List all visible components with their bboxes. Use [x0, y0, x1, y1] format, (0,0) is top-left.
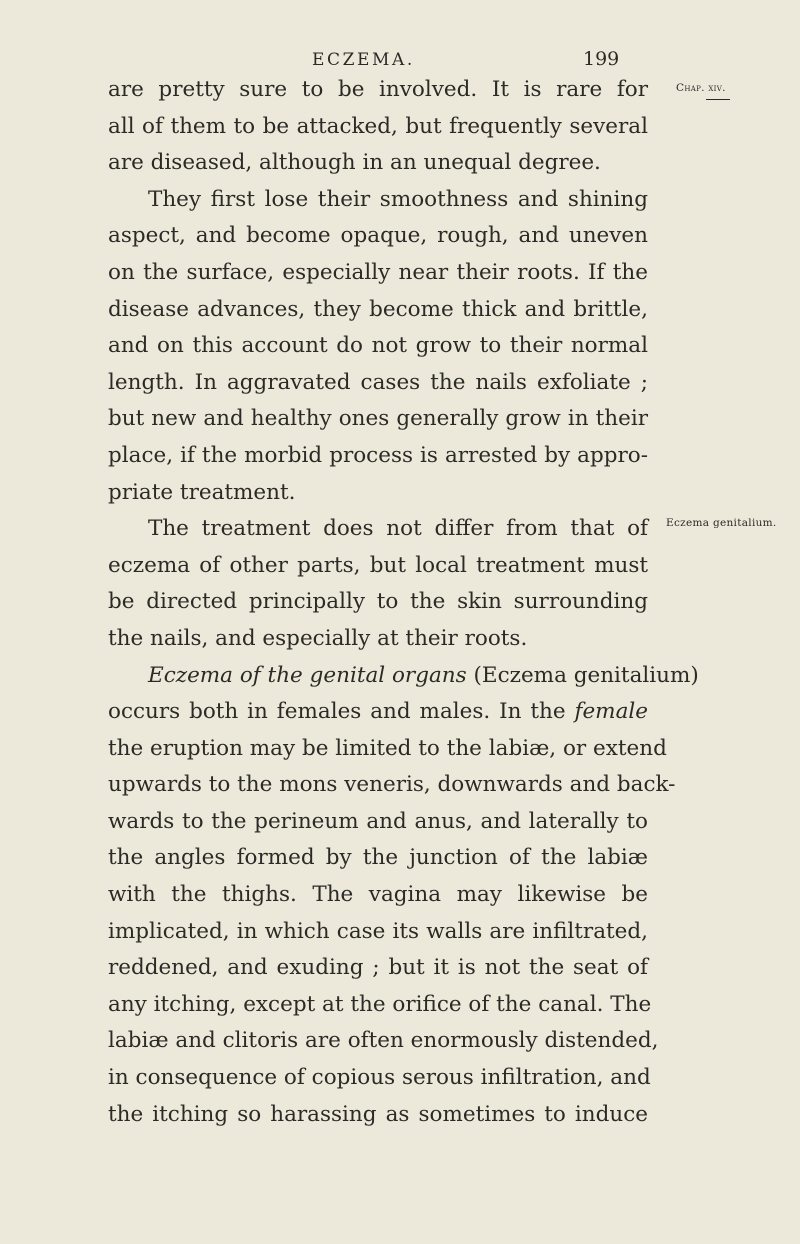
- text-line: [108, 658, 699, 695]
- text-line: place, if the morbid process is arrested by appro-: [108, 442, 648, 468]
- text-line: upwards to the mons veneris, downwards and back-: [108, 772, 676, 798]
- text-line: eczema of other parts, but local treatment must: [108, 552, 648, 578]
- text-line: priate treatment.: [108, 479, 296, 505]
- text-line: in consequence of copious serous infiltration, and: [108, 1065, 651, 1091]
- text-line: the eruption may be limited to the labiæ, or extend: [108, 735, 667, 761]
- text-line: and on this account do not grow to their normal: [108, 333, 648, 359]
- text-line: with the thighs. The vagina may likewise be: [108, 882, 648, 908]
- text-line: the angles formed by the junction of the labiæ: [108, 845, 648, 871]
- text-line: on the surface, especially near their roots. If the: [108, 259, 648, 285]
- italic-term: female: [574, 699, 648, 725]
- body-text: [108, 72, 699, 1133]
- running-title: ECZEMA.: [312, 50, 415, 70]
- text-line: wards to the perineum and anus, and laterally to: [108, 808, 648, 834]
- text-line: be directed principally to the skin surrounding: [108, 589, 648, 615]
- text-line: [108, 694, 648, 731]
- text-line: the itching so harassing as sometimes to induce: [108, 1101, 648, 1127]
- text-line: the nails, and especially at their roots.: [108, 625, 528, 651]
- text-line: disease advances, they become thick and brittle,: [108, 296, 648, 322]
- section-heading-rest: (Eczema genitalium): [466, 662, 699, 688]
- topic-sidenote: Eczema genitalium.: [666, 517, 777, 529]
- text-line: any itching, except at the orifice of the canal. The: [108, 991, 652, 1017]
- text-segment: occurs both in females and males. In the: [108, 699, 575, 725]
- text-line: reddened, and exuding ; but it is not the seat of: [108, 955, 648, 981]
- text-line: The treatment does not differ from that of: [148, 516, 648, 542]
- text-line: are diseased, although in an unequal degree.: [108, 150, 601, 176]
- chapter-rule: [706, 99, 730, 100]
- text-line: length. In aggravated cases the nails exfoliate ;: [108, 369, 648, 395]
- page-number: 199: [583, 48, 620, 70]
- text-line: implicated, in which case its walls are infiltrated,: [108, 918, 648, 944]
- text-line: They first lose their smoothness and shining: [148, 186, 648, 212]
- section-heading-italic: Eczema of the genital organs: [148, 662, 467, 688]
- text-line: but new and healthy ones generally grow in their: [108, 406, 648, 432]
- text-line: all of them to be attacked, but frequently several: [108, 113, 648, 139]
- text-line: are pretty sure to be involved. It is rare for: [108, 77, 648, 102]
- text-line: aspect, and become opaque, rough, and uneven: [108, 223, 648, 249]
- chapter-sidenote: Chap. xiv.: [676, 82, 726, 94]
- text-line: labiæ and clitoris are often enormously distended,: [108, 1028, 659, 1054]
